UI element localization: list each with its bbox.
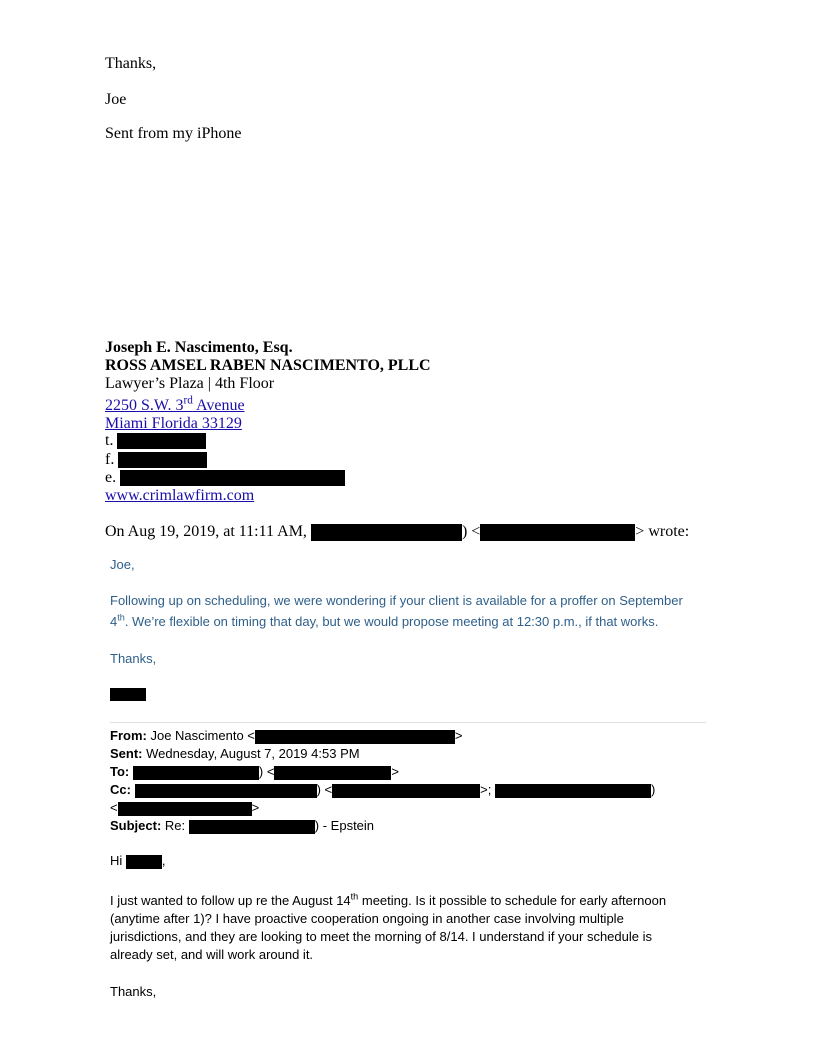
reply-line2-superscript: th: [117, 612, 125, 623]
redaction-box: [274, 766, 391, 780]
body-greeting: [110, 853, 166, 869]
body-thanks: Thanks,: [110, 984, 157, 999]
body-line1-superscript: th: [350, 891, 359, 902]
signature-street-link[interactable]: [105, 394, 245, 415]
forward-sent-line: [110, 746, 360, 761]
redaction-box: [133, 766, 259, 780]
forward-cc-line: [110, 782, 655, 798]
street-part-a: 2250 S.W. 3: [105, 397, 184, 414]
signature-fax-line: [105, 451, 207, 469]
street-part-b: Avenue: [192, 397, 245, 414]
from-label: From:: [110, 728, 147, 743]
signature-phone-line: [105, 432, 206, 450]
cc2-lt: <: [110, 800, 118, 815]
redaction-box: [126, 855, 162, 869]
subject-suffix: ) - Epstein: [314, 818, 375, 833]
redaction-box: [311, 524, 462, 541]
reply-greeting: Joe,: [110, 557, 135, 572]
phone-label: t.: [105, 432, 114, 449]
to-gt: >: [391, 764, 400, 779]
website-text: www.crimlawfirm.com: [105, 487, 255, 504]
sent-value: Wednesday, August 7, 2019 4:53 PM: [146, 746, 360, 761]
from-gt: >: [454, 728, 463, 743]
sent-label: Sent:: [110, 746, 143, 761]
signature-city-link[interactable]: [105, 415, 242, 433]
signature-email-line: [105, 469, 345, 487]
redaction-box: [118, 452, 207, 468]
reply-thanks: Thanks,: [110, 651, 157, 666]
quote-header-mid: ) <: [461, 523, 481, 540]
body-line4: already set, and will work around it.: [110, 947, 314, 962]
to-paren-lt: ) <: [258, 764, 275, 779]
redaction-box: [117, 433, 206, 449]
cc-label: Cc:: [110, 782, 131, 797]
cc-gt-semicolon: >;: [480, 782, 492, 797]
reply-line2: [110, 614, 658, 629]
forward-subject-line: [110, 818, 374, 834]
signature-address-line1: Lawyer’s Plaza | 4th Floor: [105, 375, 275, 392]
redaction-box: [120, 470, 345, 486]
body-line1: [110, 893, 666, 908]
signature-firm: ROSS AMSEL RABEN NASCIMENTO, PLLC: [105, 357, 431, 374]
redaction-box: [118, 802, 252, 816]
redaction-box: [495, 784, 651, 798]
quote-header: [105, 523, 689, 541]
forward-from-line: [110, 728, 462, 744]
redaction-box: [110, 688, 146, 701]
email-label: e.: [105, 469, 117, 486]
cc2-gt: >: [251, 800, 260, 815]
greeting-text: Hi: [110, 853, 123, 868]
to-label: To:: [110, 764, 130, 779]
city-text: Miami Florida 33129: [105, 415, 242, 432]
forward-to-line: [110, 764, 399, 780]
fax-label: f.: [105, 451, 115, 468]
cc-close-paren: ): [650, 782, 656, 797]
reply-line1: Following up on scheduling, we were wondering if your client is available for a proffer on September: [110, 593, 683, 608]
subject-label: Subject:: [110, 818, 162, 833]
body-line1-b: meeting. Is it possible to schedule for early afternoon: [358, 893, 667, 908]
reply-line2-a: 4: [110, 614, 118, 629]
signature-website-link[interactable]: [105, 487, 254, 505]
street-superscript: rd: [183, 394, 193, 407]
closing-thanks: Thanks,: [105, 55, 157, 72]
body-line2: (anytime after 1)? I have proactive cooperation ongoing in another case involving multiple: [110, 911, 624, 926]
sent-from-line: Sent from my iPhone: [105, 125, 242, 142]
redaction-box: [135, 784, 317, 798]
redaction-box: [189, 820, 315, 834]
from-value: Joe Nascimento <: [150, 728, 255, 743]
quote-header-suffix: > wrote:: [635, 523, 690, 540]
body-line1-a: I just wanted to follow up re the August 14: [110, 893, 351, 908]
body-line3: jurisdictions, and they are looking to meet the morning of 8/14. I understand if your schedule is: [110, 929, 652, 944]
forward-cc-continuation: [110, 800, 259, 816]
closing-name: Joe: [105, 91, 127, 108]
signature-name: Joseph E. Nascimento, Esq.: [105, 339, 293, 356]
divider: [110, 722, 706, 723]
reply-line2-b: . We’re flexible on timing that day, but we would propose meeting at 12:30 p.m., if that works.: [124, 614, 659, 629]
redaction-box: [332, 784, 480, 798]
greeting-comma: ,: [161, 853, 166, 868]
cc-paren-lt: ) <: [316, 782, 333, 797]
redaction-box: [255, 730, 455, 744]
redaction-box: [480, 524, 635, 541]
quote-header-prefix: On Aug 19, 2019, at 11:11 AM,: [105, 523, 307, 540]
subject-value: Re:: [164, 818, 186, 833]
